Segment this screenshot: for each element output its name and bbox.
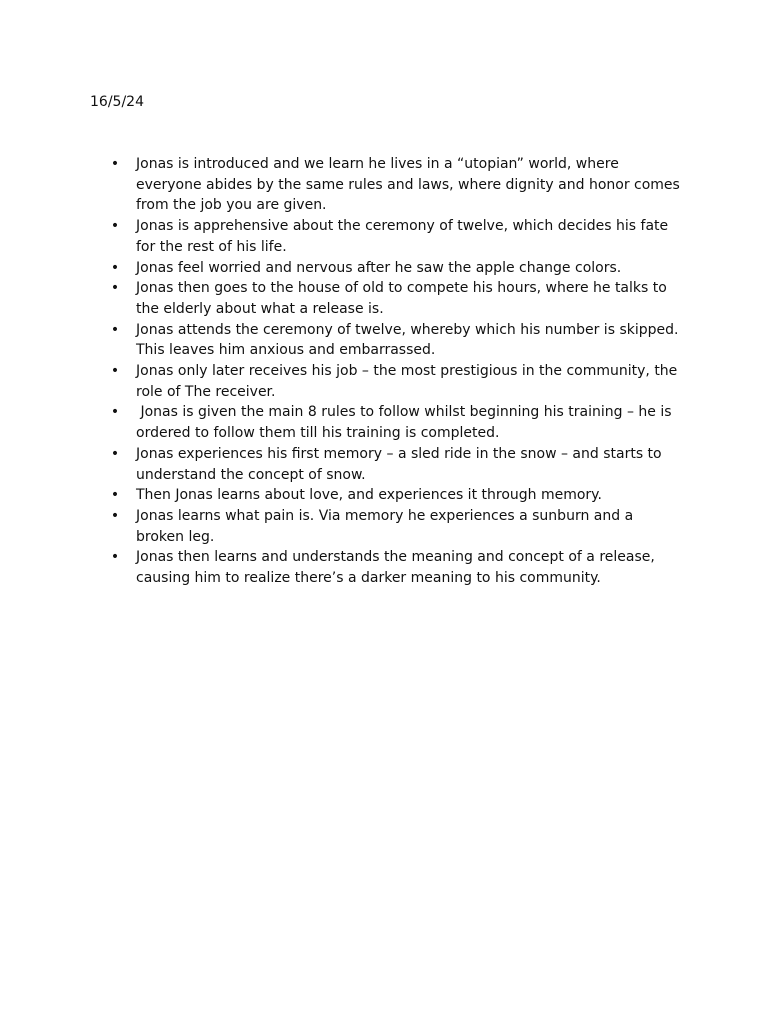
list-item-text: Jonas is introduced and we learn he lives in a “utopian” world, where everyone abides by the same rules and laws, where dignity and honor comes from the job you are given. (136, 156, 685, 214)
bullet-list (0, 154, 768, 589)
list-item-text: Jonas attends the ceremony of twelve, whereby which his number is skipped. This leaves him anxious and embarrassed. (136, 321, 683, 359)
list-item-text: Jonas then goes to the house of old to compete his hours, where he talks to the elderly about what a release is. (136, 280, 672, 317)
list-item-text: Jonas is apprehensive about the ceremony of twelve, which decides his fate for the rest of his life. (136, 218, 673, 255)
list-item (0, 547, 681, 588)
bullet-icon: • (110, 507, 120, 524)
list-item (0, 278, 681, 319)
list-item (0, 402, 681, 443)
list-item (0, 506, 681, 547)
list-item-text: Jonas only later receives his job – the most prestigious in the community, the role of The receiver. (136, 363, 682, 400)
list-item-text: Then Jonas learns about love, and experiences it through memory. (136, 487, 602, 504)
bullet-icon: • (110, 156, 120, 172)
list-item (0, 361, 681, 402)
bullet-icon: • (110, 280, 120, 297)
list-item-text: Jonas learns what pain is. Via memory he experiences a sunburn and a broken leg. (136, 507, 638, 545)
list-item (0, 154, 685, 216)
date-line: 16/5/24 (90, 94, 144, 110)
bullet-icon: • (110, 445, 120, 462)
list-item-text: Jonas experiences his first memory – a sled ride in the snow – and starts to understand the concept of snow. (136, 445, 667, 483)
list-item (0, 216, 681, 257)
list-item-text: Jonas is given the main 8 rules to follow whilst beginning his training – he is ordered to follow them till his training is completed. (136, 404, 676, 442)
bullet-icon: • (110, 259, 120, 276)
bullet-icon: • (110, 321, 120, 338)
list-item-text: Jonas feel worried and nervous after he saw the apple change colors. (136, 259, 622, 276)
list-item-text: Jonas then learns and understands the meaning and concept of a release, causing him to realize there’s a darker meaning to his community. (136, 549, 660, 587)
bullet-icon: • (110, 549, 120, 566)
bullet-icon: • (110, 218, 120, 235)
list-item (0, 444, 681, 485)
list-item (0, 320, 681, 361)
list-item (0, 485, 681, 506)
list-item (0, 258, 681, 279)
bullet-icon: • (110, 404, 120, 421)
bullet-icon: • (110, 487, 120, 504)
bullet-icon: • (110, 363, 120, 380)
